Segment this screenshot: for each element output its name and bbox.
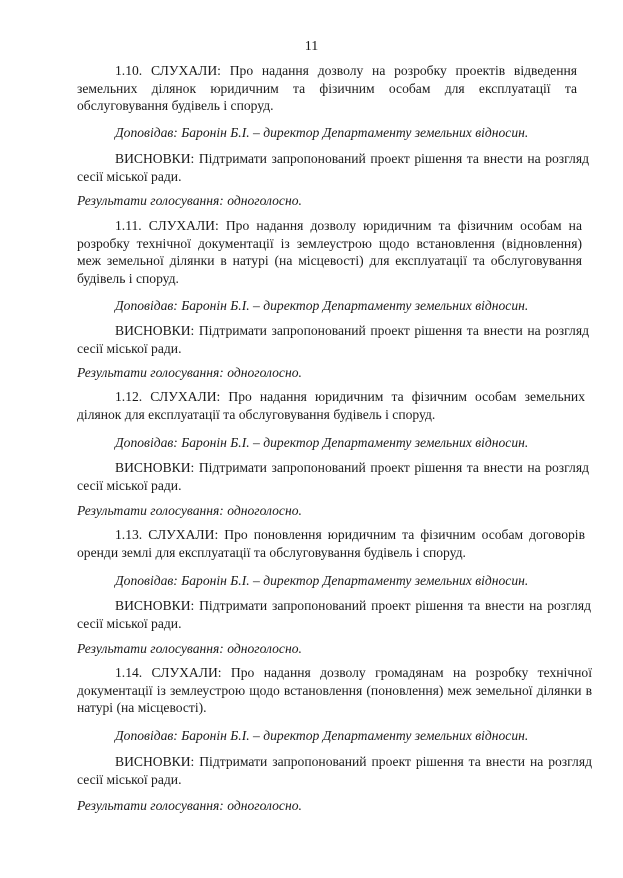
item-vote: Результати голосування: одноголосно. bbox=[77, 641, 302, 656]
item-vote: Результати голосування: одноголосно. bbox=[77, 798, 302, 813]
item-vote: Результати голосування: одноголосно. bbox=[77, 365, 302, 380]
item-vote: Результати голосування: одноголосно. bbox=[77, 503, 302, 518]
item-heard: 1.11. СЛУХАЛИ: Про надання дозволу юридичним та фізичним особам на розробку технічної документації із землеустрою щодо встановлення (відновлення) меж земельної ділянки в натурі (на місцевості) для експлуатації та обслуговування будівель і споруд. bbox=[77, 218, 582, 286]
item-conclusion: ВИСНОВКИ: Підтримати запропонований проект рішення та внести на розгляд сесії міської ради. bbox=[77, 460, 589, 493]
item-heard: 1.10. СЛУХАЛИ: Про надання дозволу на розробку проектів відведення земельних ділянок юридичним та фізичним особам для експлуатації та обслуговування будівель і споруд. bbox=[77, 63, 577, 114]
item-vote: Результати голосування: одноголосно. bbox=[77, 193, 302, 208]
item-speaker: Доповідав: Баронін Б.І. – директор Департаменту земельних відносин. bbox=[115, 435, 529, 450]
item-heard: 1.14. СЛУХАЛИ: Про надання дозволу громадянам на розробку технічної документації із землеустрою щодо встановлення (поновлення) меж земельної ділянки в натурі (на місцевості). bbox=[77, 665, 592, 716]
item-heard: 1.12. СЛУХАЛИ: Про надання юридичним та фізичним особам земельних ділянок для експлуатації та обслуговування будівель і споруд. bbox=[77, 389, 585, 422]
item-conclusion: ВИСНОВКИ: Підтримати запропонований проект рішення та внести на розгляд сесії міської ради. bbox=[77, 323, 589, 356]
item-speaker: Доповідав: Баронін Б.І. – директор Департаменту земельних відносин. bbox=[115, 298, 529, 313]
item-conclusion: ВИСНОВКИ: Підтримати запропонований проект рішення та внести на розгляд сесії міської ради. bbox=[77, 754, 592, 787]
item-speaker: Доповідав: Баронін Б.І. – директор Департаменту земельних відносин. bbox=[115, 573, 529, 588]
item-conclusion: ВИСНОВКИ: Підтримати запропонований проект рішення та внести на розгляд сесії міської ради. bbox=[77, 151, 589, 184]
item-speaker: Доповідав: Баронін Б.І. – директор Департаменту земельних відносин. bbox=[115, 125, 529, 140]
item-heard: 1.13. СЛУХАЛИ: Про поновлення юридичним та фізичним особам договорів оренди землі для експлуатації та обслуговування будівель і споруд. bbox=[77, 527, 585, 560]
item-speaker: Доповідав: Баронін Б.І. – директор Департаменту земельних відносин. bbox=[115, 728, 529, 743]
item-conclusion: ВИСНОВКИ: Підтримати запропонований проект рішення та внести на розгляд сесії міської ради. bbox=[77, 598, 591, 631]
page-number: 11 bbox=[304, 39, 319, 54]
